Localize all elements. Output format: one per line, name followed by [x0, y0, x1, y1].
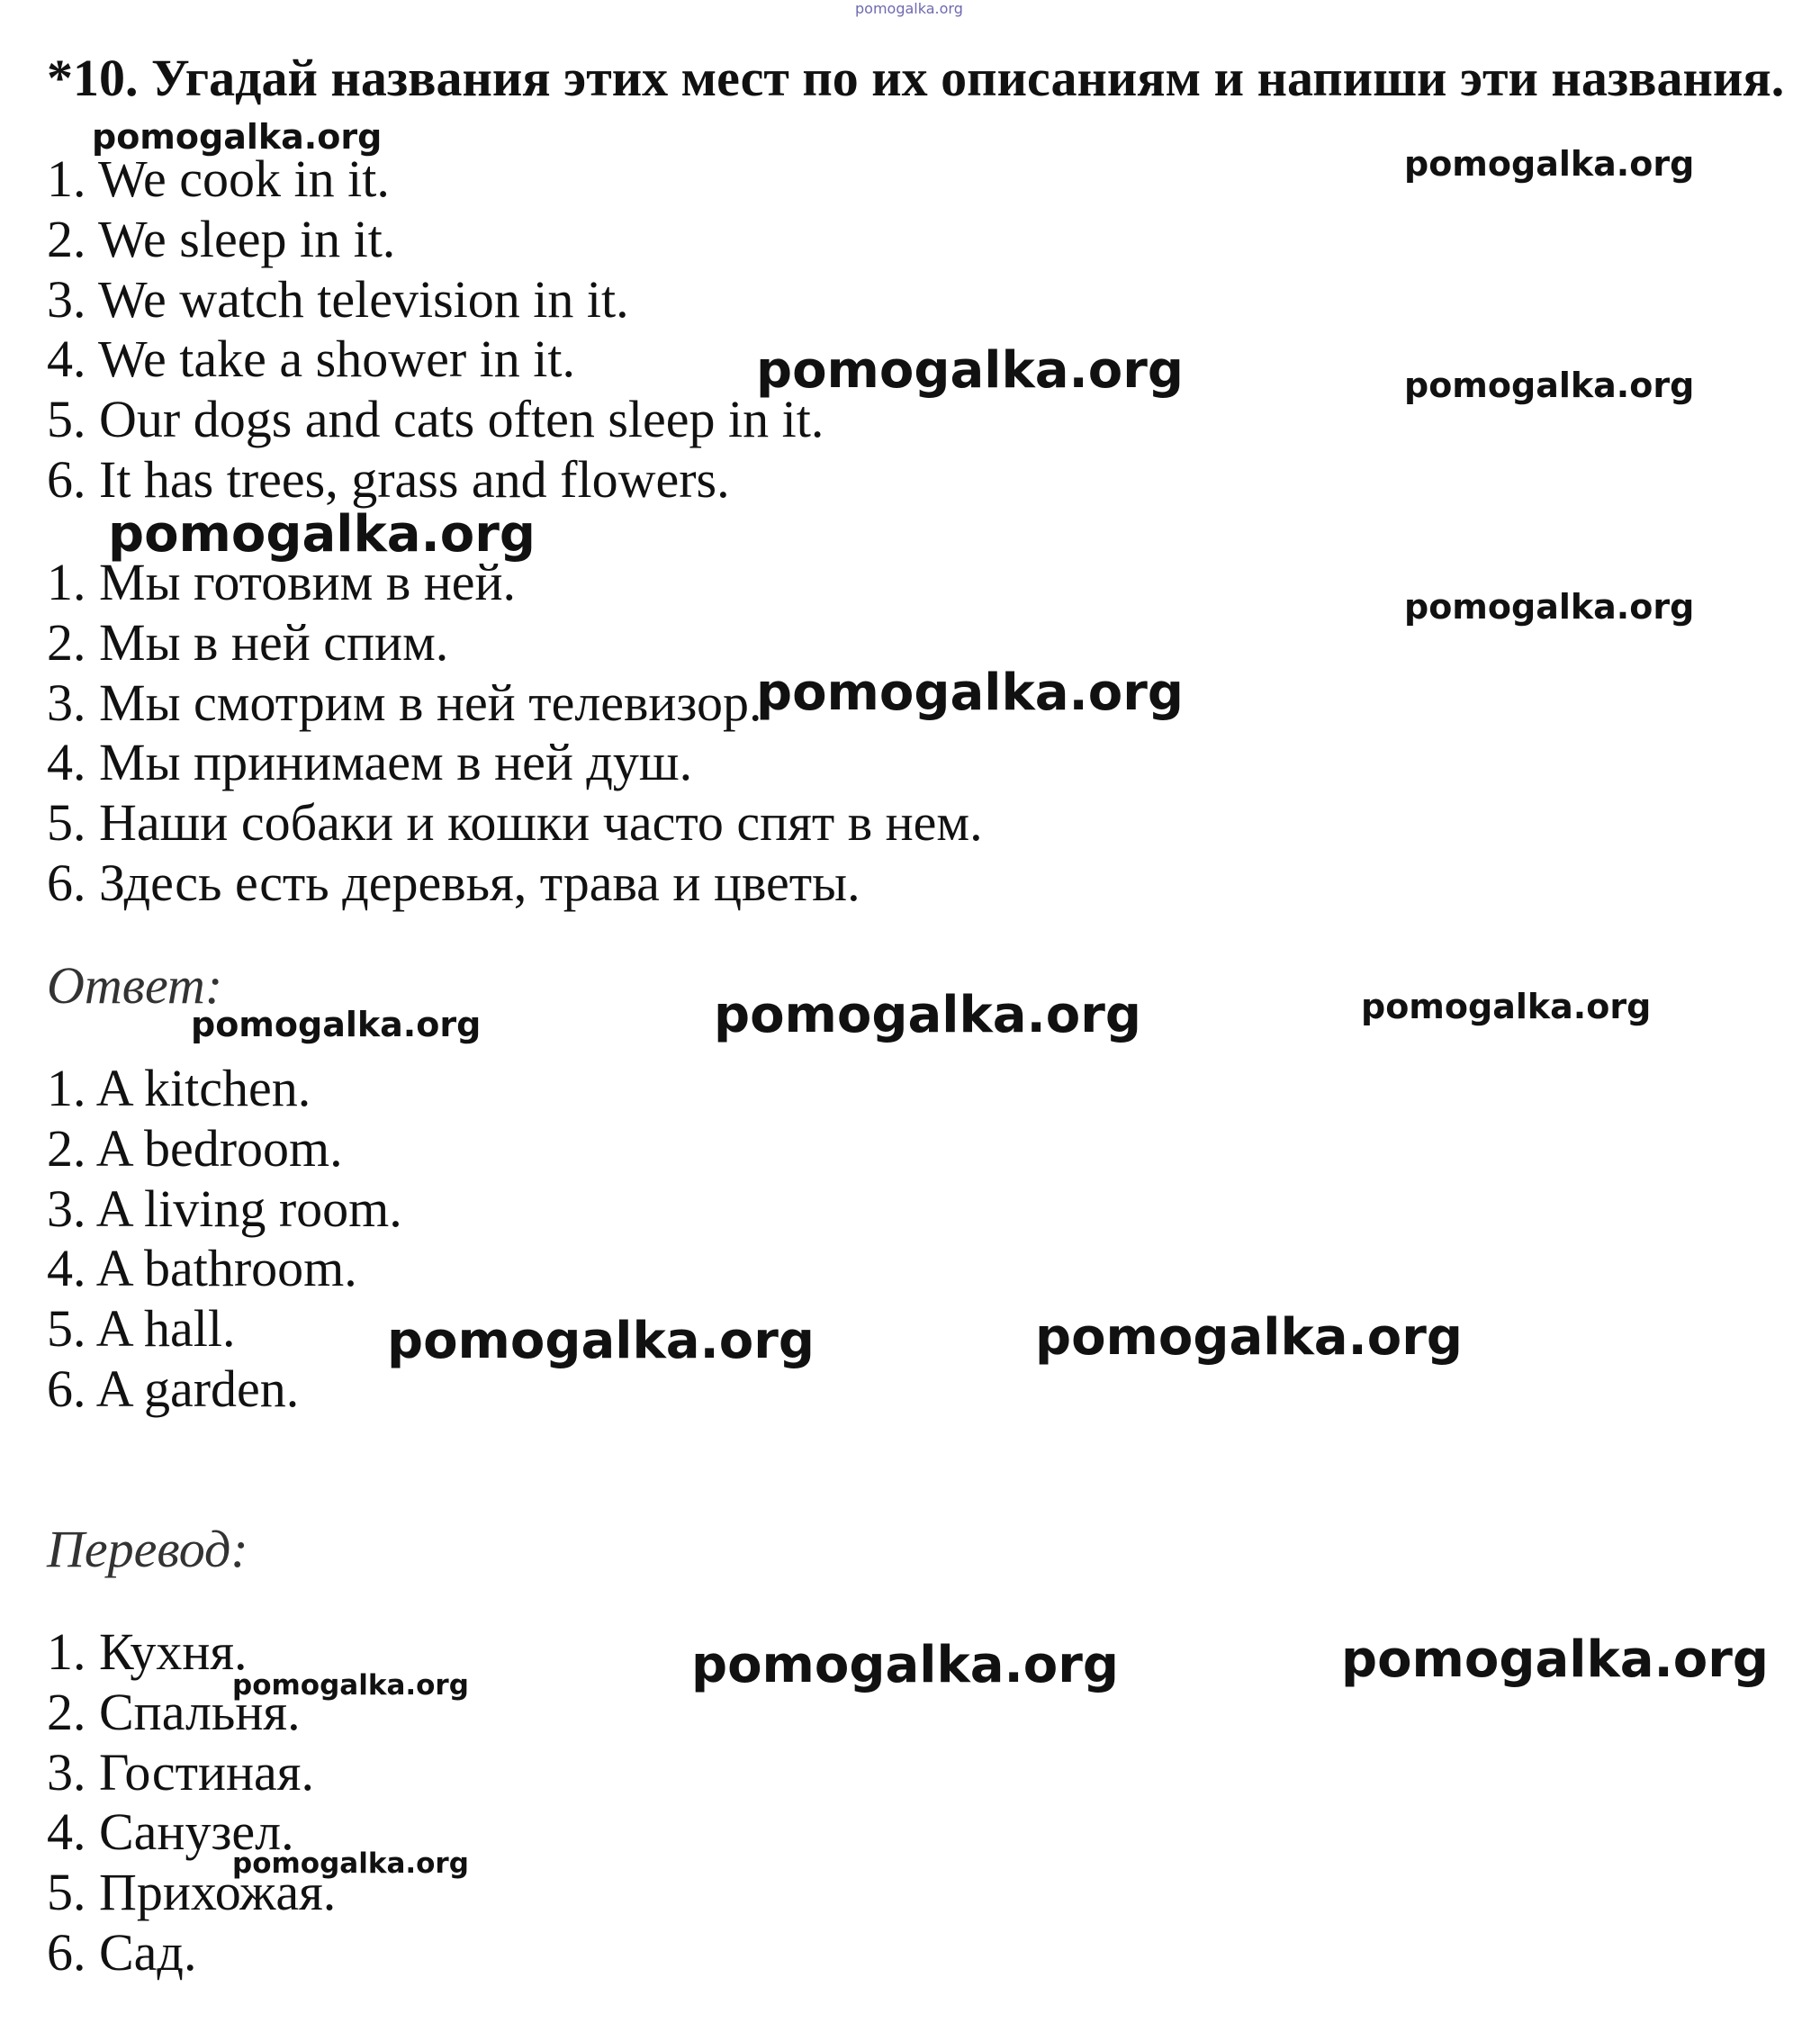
watermark: pomogalka.org [855, 0, 963, 17]
translation-item-4: 4. Санузел. [47, 1802, 294, 1861]
russian-item-3: 3. Мы смотрим в ней телевизор. [47, 673, 762, 732]
answer-item-4: 4. A bathroom. [47, 1239, 357, 1297]
watermark: pomogalka.org [92, 117, 383, 157]
translation-label: Перевод: [47, 1520, 248, 1578]
translation-item-3: 3. Гостиная. [47, 1743, 314, 1802]
answer-item-1: 1. A kitchen. [47, 1059, 311, 1117]
translation-item-2: 2. Спальня. [47, 1683, 301, 1741]
answer-label: Ответ: [47, 956, 223, 1015]
watermark: pomogalka.org [756, 664, 1184, 722]
watermark: pomogalka.org [1035, 1308, 1463, 1367]
watermark: pomogalka.org [1341, 1630, 1769, 1689]
watermark: pomogalka.org [387, 1312, 815, 1370]
russian-item-1: 1. Мы готовим в ней. [47, 553, 517, 611]
translation-item-5: 5. Прихожая. [47, 1863, 337, 1921]
english-item-4: 4. We take a shower in it. [47, 330, 575, 388]
watermark: pomogalka.org [108, 505, 536, 564]
translation-item-6: 6. Сад. [47, 1923, 197, 1982]
answer-item-6: 6. A garden. [47, 1359, 300, 1418]
russian-item-5: 5. Наши собаки и кошки часто спят в нем. [47, 793, 983, 852]
english-item-5: 5. Our dogs and cats often sleep in it. [47, 390, 824, 448]
watermark: pomogalka.org [691, 1636, 1119, 1694]
watermark: pomogalka.org [1361, 987, 1652, 1026]
watermark: pomogalka.org [232, 1847, 469, 1880]
watermark: pomogalka.org [1404, 366, 1695, 405]
watermark: pomogalka.org [714, 986, 1141, 1044]
exercise-title: *10. Угадай названия этих мест по их описаниям и напиши эти названия. [47, 49, 1785, 107]
english-item-2: 2. We sleep in it. [47, 210, 396, 268]
watermark: pomogalka.org [1404, 144, 1695, 184]
answer-item-5: 5. A hall. [47, 1299, 236, 1358]
watermark: pomogalka.org [756, 341, 1184, 400]
watermark: pomogalka.org [232, 1669, 469, 1702]
english-item-3: 3. We watch television in it. [47, 270, 629, 329]
russian-item-4: 4. Мы принимаем в ней душ. [47, 733, 693, 791]
russian-item-2: 2. Мы в ней спим. [47, 613, 449, 672]
english-item-1: 1. We cook in it. [47, 149, 390, 208]
russian-item-6: 6. Здесь есть деревья, трава и цветы. [47, 853, 860, 912]
watermark: pomogalka.org [1404, 587, 1695, 627]
answer-item-3: 3. A living room. [47, 1179, 402, 1238]
watermark: pomogalka.org [191, 1005, 482, 1044]
english-item-6: 6. It has trees, grass and flowers. [47, 450, 730, 509]
translation-item-1: 1. Кухня. [47, 1622, 248, 1681]
answer-item-2: 2. A bedroom. [47, 1119, 343, 1178]
